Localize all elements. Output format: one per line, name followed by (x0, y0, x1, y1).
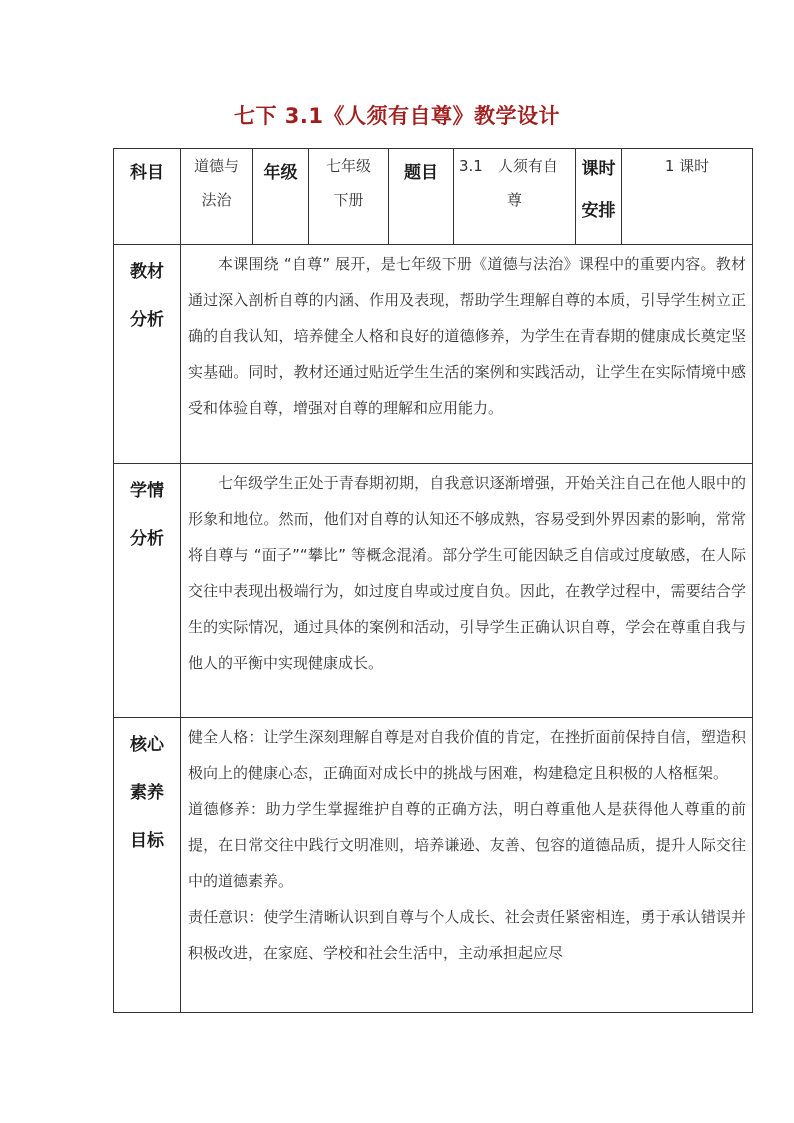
textbook-analysis-label-line2: 分析 (130, 310, 164, 330)
subject-label-cell (114, 149, 181, 245)
student-analysis-paragraph: 七年级学生正处于青春期初期，自我意识逐渐增强，开始关注自己在他人眼中的形象和地位。然而，他们对自尊的认知还不够成熟，容易受到外界因素的影响，常常将自尊与 “面子”“攀比” 等概念混淆。部分学生可能因缺乏自信或过度敏感，在人际交往中表现出极端行为，如过度自卑或过度自负。因此，在教学过程中，需要结合学生的实际情况，通过具体的案例和活动，引导学生正确认识自尊，学会在尊重自我与他人的平衡中实现健康成长。 (188, 474, 746, 672)
grade-value-line2: 下册 (333, 191, 364, 209)
lesson-plan-table (113, 148, 753, 1013)
topic-label: 题目 (404, 163, 438, 183)
grade-value-line1: 七年级 (325, 157, 371, 175)
period-label-cell (576, 149, 622, 245)
core-goals-label-line1: 核心 (130, 735, 164, 755)
core-goals-label-line3: 目标 (130, 831, 164, 851)
student-analysis-label-cell (114, 464, 181, 718)
textbook-analysis-row (114, 245, 753, 464)
core-goals-content-cell (181, 718, 753, 1013)
student-analysis-row (114, 464, 753, 718)
core-goals-label-line2: 素养 (130, 783, 164, 803)
core-goal-responsibility: 责任意识：使学生清晰认识到自尊与个人成长、社会责任紧密相连，勇于承认错误并积极改进，在家庭、学校和社会生活中，主动承担起应尽 (188, 908, 746, 962)
student-analysis-label-line1: 学情 (130, 481, 164, 501)
topic-value-line2: 尊 (506, 191, 522, 209)
student-analysis-label-line2: 分析 (130, 529, 164, 549)
grade-value-cell (309, 149, 389, 245)
subject-label: 科目 (130, 163, 164, 183)
document-title: 七下 3.1《人须有自尊》教学设计 (233, 104, 560, 128)
grade-label: 年级 (263, 163, 298, 183)
student-analysis-content-cell (181, 464, 753, 718)
textbook-analysis-content-cell (181, 245, 753, 464)
topic-label-cell (389, 149, 454, 245)
topic-value-line1: 3.1 人须有自 (459, 157, 558, 175)
subject-value-line2: 法治 (201, 191, 232, 209)
textbook-analysis-paragraph: 本课围绕 “自尊” 展开，是七年级下册《道德与法治》课程中的重要内容。教材通过深入剖析自尊的内涵、作用及表现，帮助学生理解自尊的本质，引导学生树立正确的自我认知，培养健全人格和良好的道德修养，为学生在青春期的健康成长奠定坚实基础。同时，教材还通过贴近学生生活的案例和实践活动，让学生在实际情境中感受和体验自尊，增强对自尊的理解和应用能力。 (188, 255, 746, 417)
period-label-line1: 课时 (581, 159, 616, 179)
period-value-cell (622, 149, 753, 245)
subject-value-line1: 道德与 (193, 157, 239, 175)
period-label-line2: 安排 (581, 201, 616, 221)
grade-label-cell (253, 149, 309, 245)
textbook-analysis-label-cell (114, 245, 181, 464)
textbook-analysis-label-line1: 教材 (130, 262, 164, 282)
core-goal-personality: 健全人格：让学生深刻理解自尊是对自我价值的肯定，在挫折面前保持自信，塑造积极向上的健康心态，正确面对成长中的挑战与困难，构建稳定且积极的人格框架。 (188, 728, 746, 782)
period-value: 1 课时 (664, 157, 710, 175)
core-goals-row (114, 718, 753, 1013)
core-goal-morality: 道德修养：助力学生掌握维护自尊的正确方法，明白尊重他人是获得他人尊重的前提，在日常交往中践行文明准则，培养谦逊、友善、包容的道德品质，提升人际交往中的道德素养。 (188, 800, 746, 890)
topic-value-cell (454, 149, 576, 245)
subject-value-cell (181, 149, 253, 245)
header-row (114, 149, 753, 245)
core-goals-label-cell (114, 718, 181, 1013)
